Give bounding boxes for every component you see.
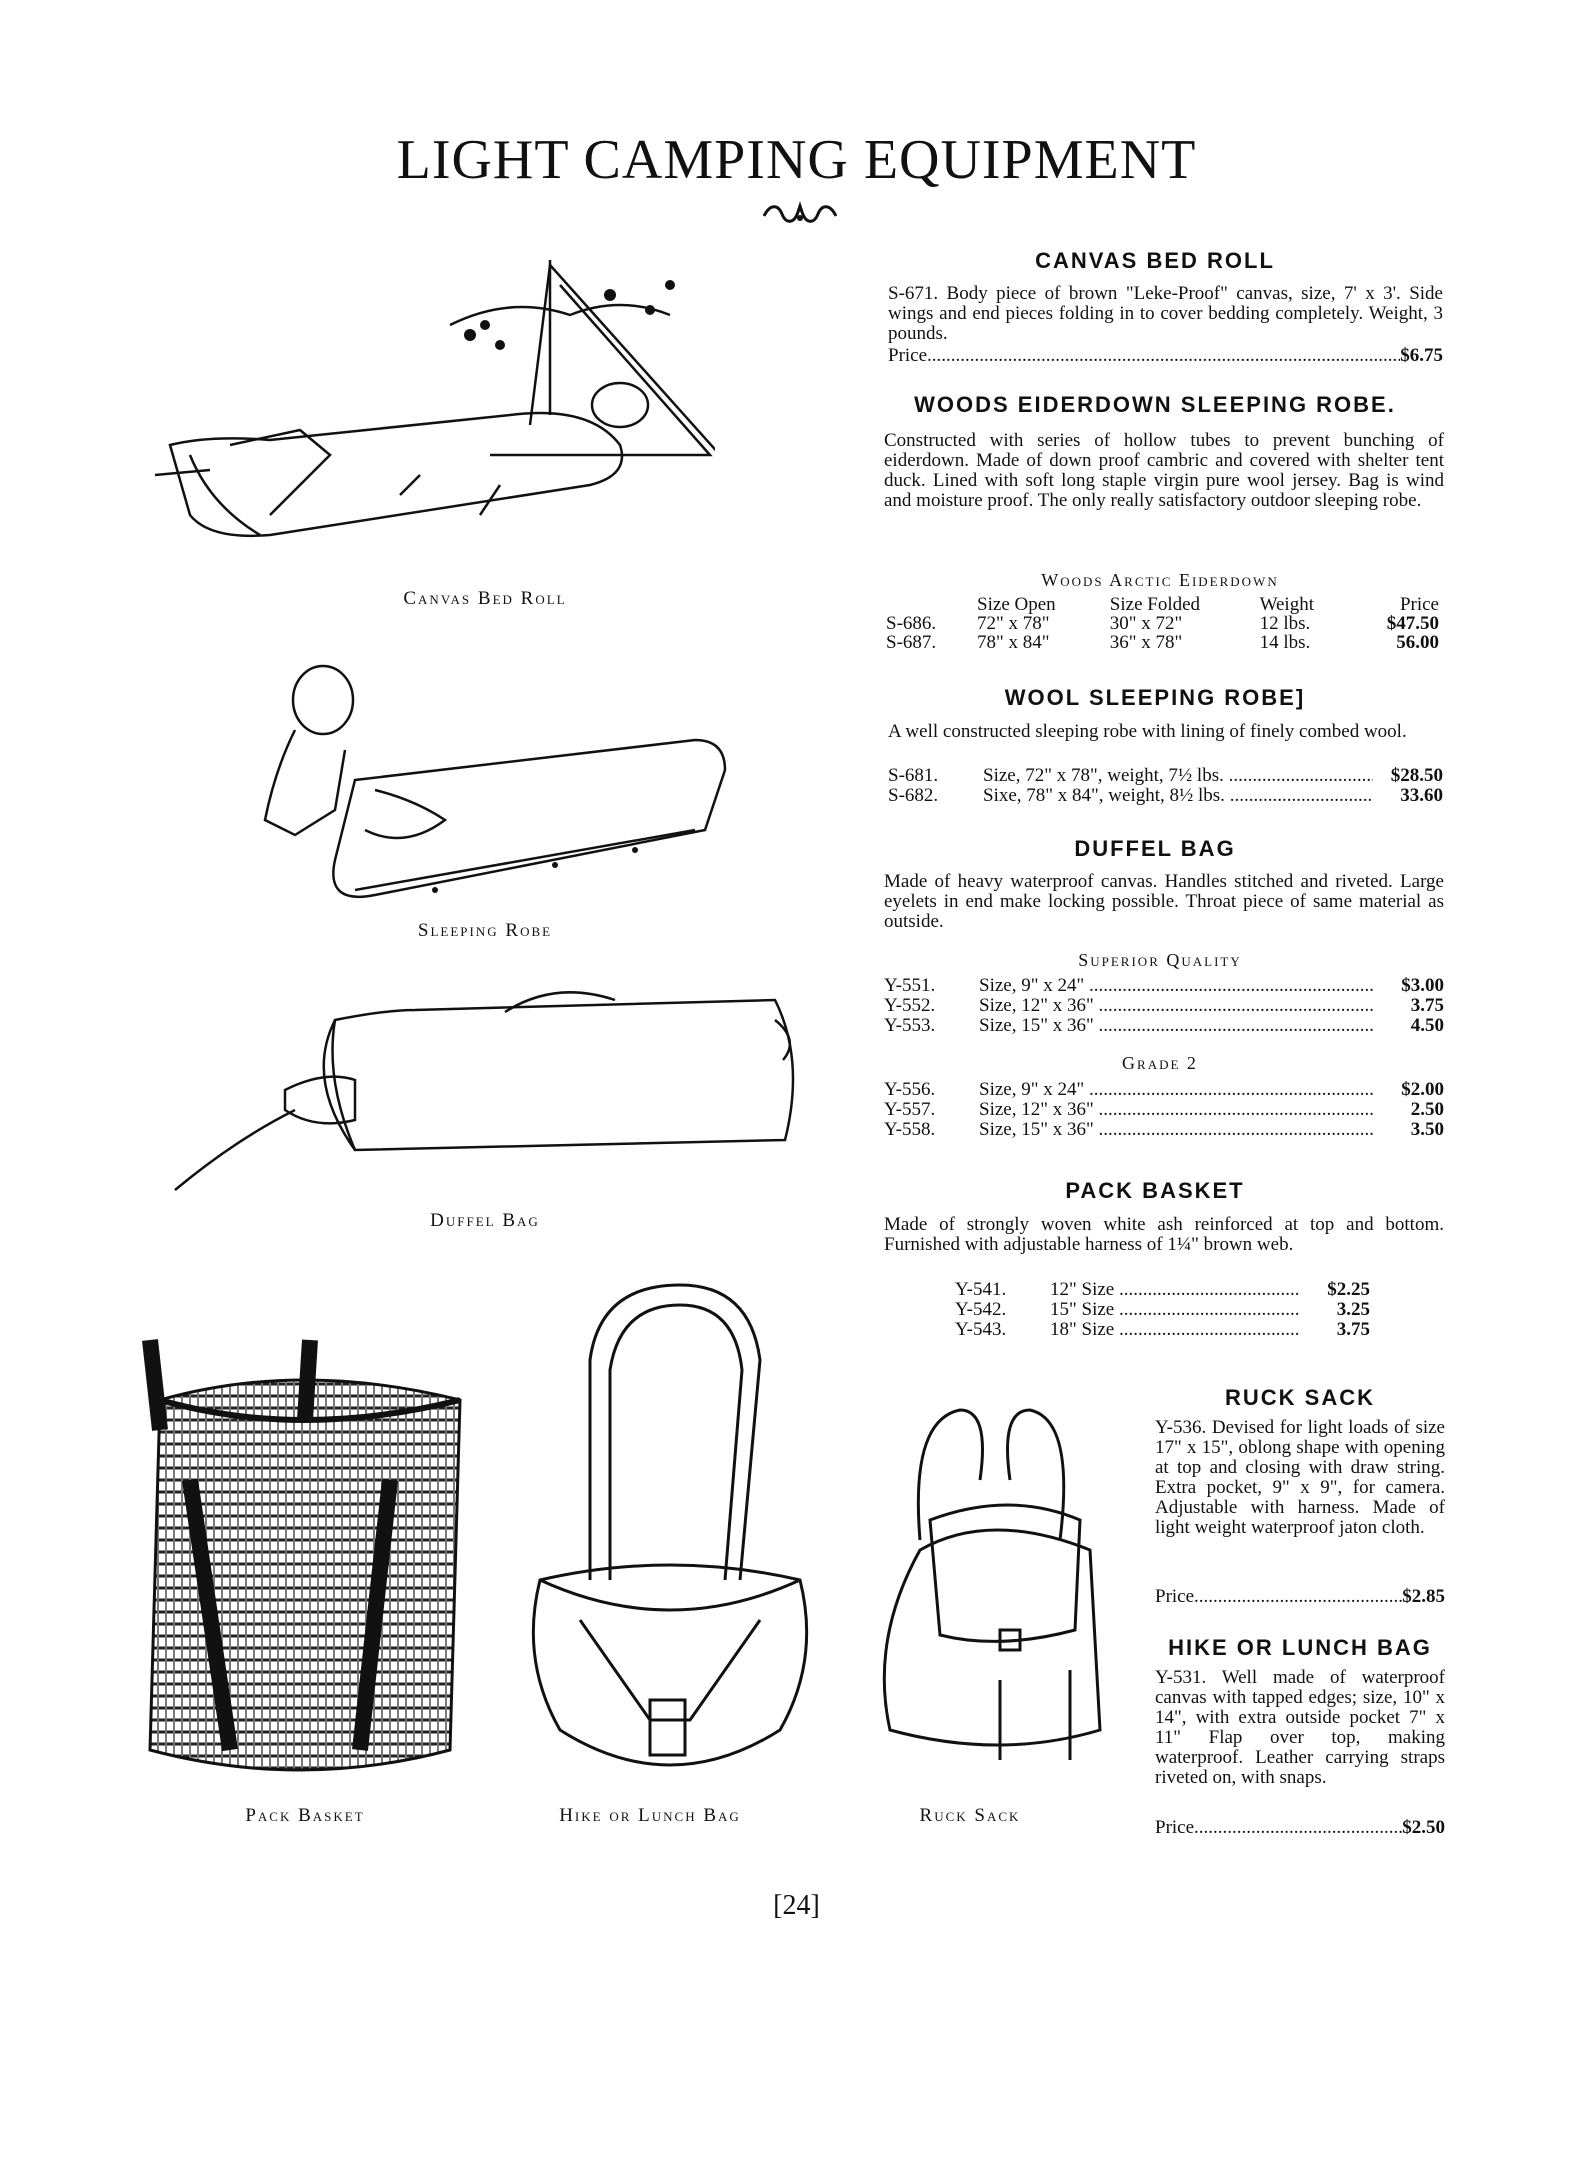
price-value: $2.50 [1402, 1817, 1445, 1838]
item-price: 3.75 [1336, 1319, 1370, 1340]
item-price: 3.75 [1410, 995, 1444, 1016]
item-desc: 15" Size ..... [1050, 1300, 1300, 1320]
price-canvas-bed-roll [888, 346, 1443, 366]
item-code: S-682. [888, 785, 939, 806]
list-item [955, 1320, 1370, 1340]
text-eiderdown: Constructed with series of hollow tubes to prevent bunching of eiderdown. Made of down proof cambric and covered with shelter tent duck. Lined with soft long staple virgin pure wool jersey. Bag is wind and moisture proof. The only really satisfactory outdoor sleeping robe. [884, 430, 1444, 511]
row-folded: 36" x 78" [1109, 632, 1183, 653]
list-item [884, 1016, 1444, 1036]
ruck-sack-illustration [860, 1400, 1120, 1790]
text-hike-bag: Y-531. Well made of waterproof canvas with tapped edges; size, 10" x 14", with extra outside pocket 7" x 11" Flap over top, making waterproof. Leather carrying straps riveted on, with snaps. [1155, 1667, 1445, 1788]
item-code: Y-556. [884, 1079, 936, 1100]
col-size-open: Size Open [977, 594, 1056, 615]
ornament-icon [760, 198, 840, 228]
item-price: $2.25 [1327, 1279, 1370, 1300]
item-desc: Size, 15" x 36" ..... [979, 1120, 1374, 1140]
item-price: 3.50 [1410, 1119, 1444, 1140]
caption-bed-roll: Canvas Bed Roll [403, 588, 567, 609]
pack-basket-illustration [130, 1330, 480, 1795]
item-code: Y-542. [955, 1299, 1007, 1320]
price-hike-bag [1155, 1818, 1445, 1838]
text-wool-robe: A well constructed sleeping robe with lining of finely combed wool. [888, 721, 1407, 742]
price-label: Price [1155, 1817, 1195, 1838]
text-canvas-bed-roll: S-671. Body piece of brown "Leke-Proof" canvas, size, 7' x 3'. Side wings and end pieces folding in to cover bedding completely. Weight, 3 pounds. [888, 283, 1443, 344]
item-desc: Size, 15" x 36" ..... [979, 1016, 1374, 1036]
item-desc: Size, 12" x 36" ..... [979, 996, 1374, 1016]
list-item [955, 1280, 1370, 1300]
heading-eiderdown: WOODS EIDERDOWN SLEEPING ROBE. [914, 392, 1396, 417]
sleeping-robe-illustration [255, 660, 755, 910]
list-item [884, 976, 1444, 996]
table-row [880, 614, 1445, 633]
list-item [888, 766, 1443, 786]
row-open: 78" x 84" [977, 632, 1050, 653]
col-weight: Weight [1259, 594, 1314, 615]
list-item [955, 1300, 1370, 1320]
caption-sleeping-robe: Sleeping Robe [417, 920, 553, 941]
table-row [880, 633, 1445, 652]
eiderdown-table-title: Woods Arctic Eiderdown [1041, 570, 1279, 590]
list-item [884, 1100, 1444, 1120]
item-code: Y-557. [884, 1099, 936, 1120]
row-weight: 12 lbs. [1259, 613, 1311, 634]
row-code: S-686. [886, 613, 937, 634]
item-price: $3.00 [1401, 975, 1444, 996]
caption-ruck-sack: Ruck Sack [919, 1805, 1021, 1826]
heading-canvas-bed-roll: CANVAS BED ROLL [1035, 248, 1275, 273]
heading-ruck-sack: RUCK SACK [1225, 1385, 1375, 1410]
item-code: Y-543. [955, 1319, 1007, 1340]
item-price: 3.25 [1336, 1299, 1370, 1320]
duffel-superior-label: Superior Quality [1078, 950, 1242, 970]
wool-robe-list [888, 766, 1443, 806]
item-desc: Size, 12" x 36" ..... [979, 1100, 1374, 1120]
price-label: Price [888, 345, 928, 366]
price-value: $6.75 [1400, 345, 1443, 366]
canvas-bed-roll-illustration [150, 255, 715, 570]
row-open: 72" x 78" [977, 613, 1050, 634]
list-item [884, 1120, 1444, 1140]
text-pack-basket: Made of strongly woven white ash reinforced at top and bottom. Furnished with adjustable harness of 1¼" brown web. [884, 1214, 1444, 1255]
duffel-grade2-list [884, 1080, 1444, 1140]
page-title: LIGHT CAMPING EQUIPMENT [396, 129, 1197, 191]
duffel-grade2-label: Grade 2 [1122, 1053, 1198, 1073]
heading-hike-bag: HIKE OR LUNCH BAG [1168, 1635, 1432, 1660]
table-header [880, 595, 1445, 614]
item-price: $2.00 [1401, 1079, 1444, 1100]
item-code: S-681. [888, 765, 939, 786]
caption-hike-bag: Hike or Lunch Bag [559, 1805, 741, 1826]
caption-duffel-bag: Duffel Bag [430, 1210, 540, 1231]
item-code: Y-553. [884, 1015, 936, 1036]
pack-basket-list [955, 1280, 1370, 1340]
heading-duffel: DUFFEL BAG [1074, 836, 1236, 861]
col-size-folded: Size Folded [1109, 594, 1201, 615]
row-folded: 30" x 72" [1109, 613, 1183, 634]
item-code: Y-551. [884, 975, 936, 996]
col-price: Price [1399, 594, 1439, 615]
item-code: Y-541. [955, 1279, 1007, 1300]
duffel-bag-illustration [155, 980, 815, 1200]
item-code: Y-552. [884, 995, 936, 1016]
price-ruck-sack [1155, 1587, 1445, 1607]
list-item [884, 1080, 1444, 1100]
heading-wool-robe: WOOL SLEEPING ROBE] [1004, 685, 1306, 710]
list-item [884, 996, 1444, 1016]
price-value: $2.85 [1402, 1586, 1445, 1607]
text-ruck-sack: Y-536. Devised for light loads of size 17" x 15", oblong shape with opening at top and closing with draw string. Extra pocket, 9" x 9", for camera. Adjustable with harness. Made of light weight waterproof jaton cloth. [1155, 1417, 1445, 1538]
item-desc: Size, 72" x 78", weight, 7½ lbs. ..... [983, 766, 1373, 786]
heading-pack-basket: PACK BASKET [1065, 1178, 1245, 1203]
item-desc: Size, 9" x 24" ..... [979, 1080, 1374, 1100]
text-duffel: Made of heavy waterproof canvas. Handles stitched and riveted. Large eyelets in end make locking possible. Throat piece of same material as outside. [884, 871, 1444, 932]
item-code: Y-558. [884, 1119, 936, 1140]
item-price: 4.50 [1410, 1015, 1444, 1036]
item-desc: 12" Size ..... [1050, 1280, 1300, 1300]
row-price: 56.00 [1396, 632, 1439, 653]
item-price: 33.60 [1400, 785, 1443, 806]
item-price: 2.50 [1410, 1099, 1444, 1120]
list-item [888, 786, 1443, 806]
eiderdown-table [880, 595, 1445, 652]
row-code: S-687. [886, 632, 937, 653]
row-price: $47.50 [1386, 613, 1439, 634]
page-number: [24] [773, 1890, 820, 1921]
row-weight: 14 lbs. [1259, 632, 1311, 653]
hike-bag-illustration [520, 1280, 820, 1785]
caption-pack-basket: Pack Basket [245, 1805, 365, 1826]
price-label: Price [1155, 1586, 1195, 1607]
item-desc: 18" Size ..... [1050, 1320, 1300, 1340]
item-desc: Size, 9" x 24" ..... [979, 976, 1374, 996]
item-desc: Sixe, 78" x 84", weight, 8½ lbs. ..... [983, 786, 1373, 806]
item-price: $28.50 [1390, 765, 1443, 786]
duffel-superior-list [884, 976, 1444, 1036]
